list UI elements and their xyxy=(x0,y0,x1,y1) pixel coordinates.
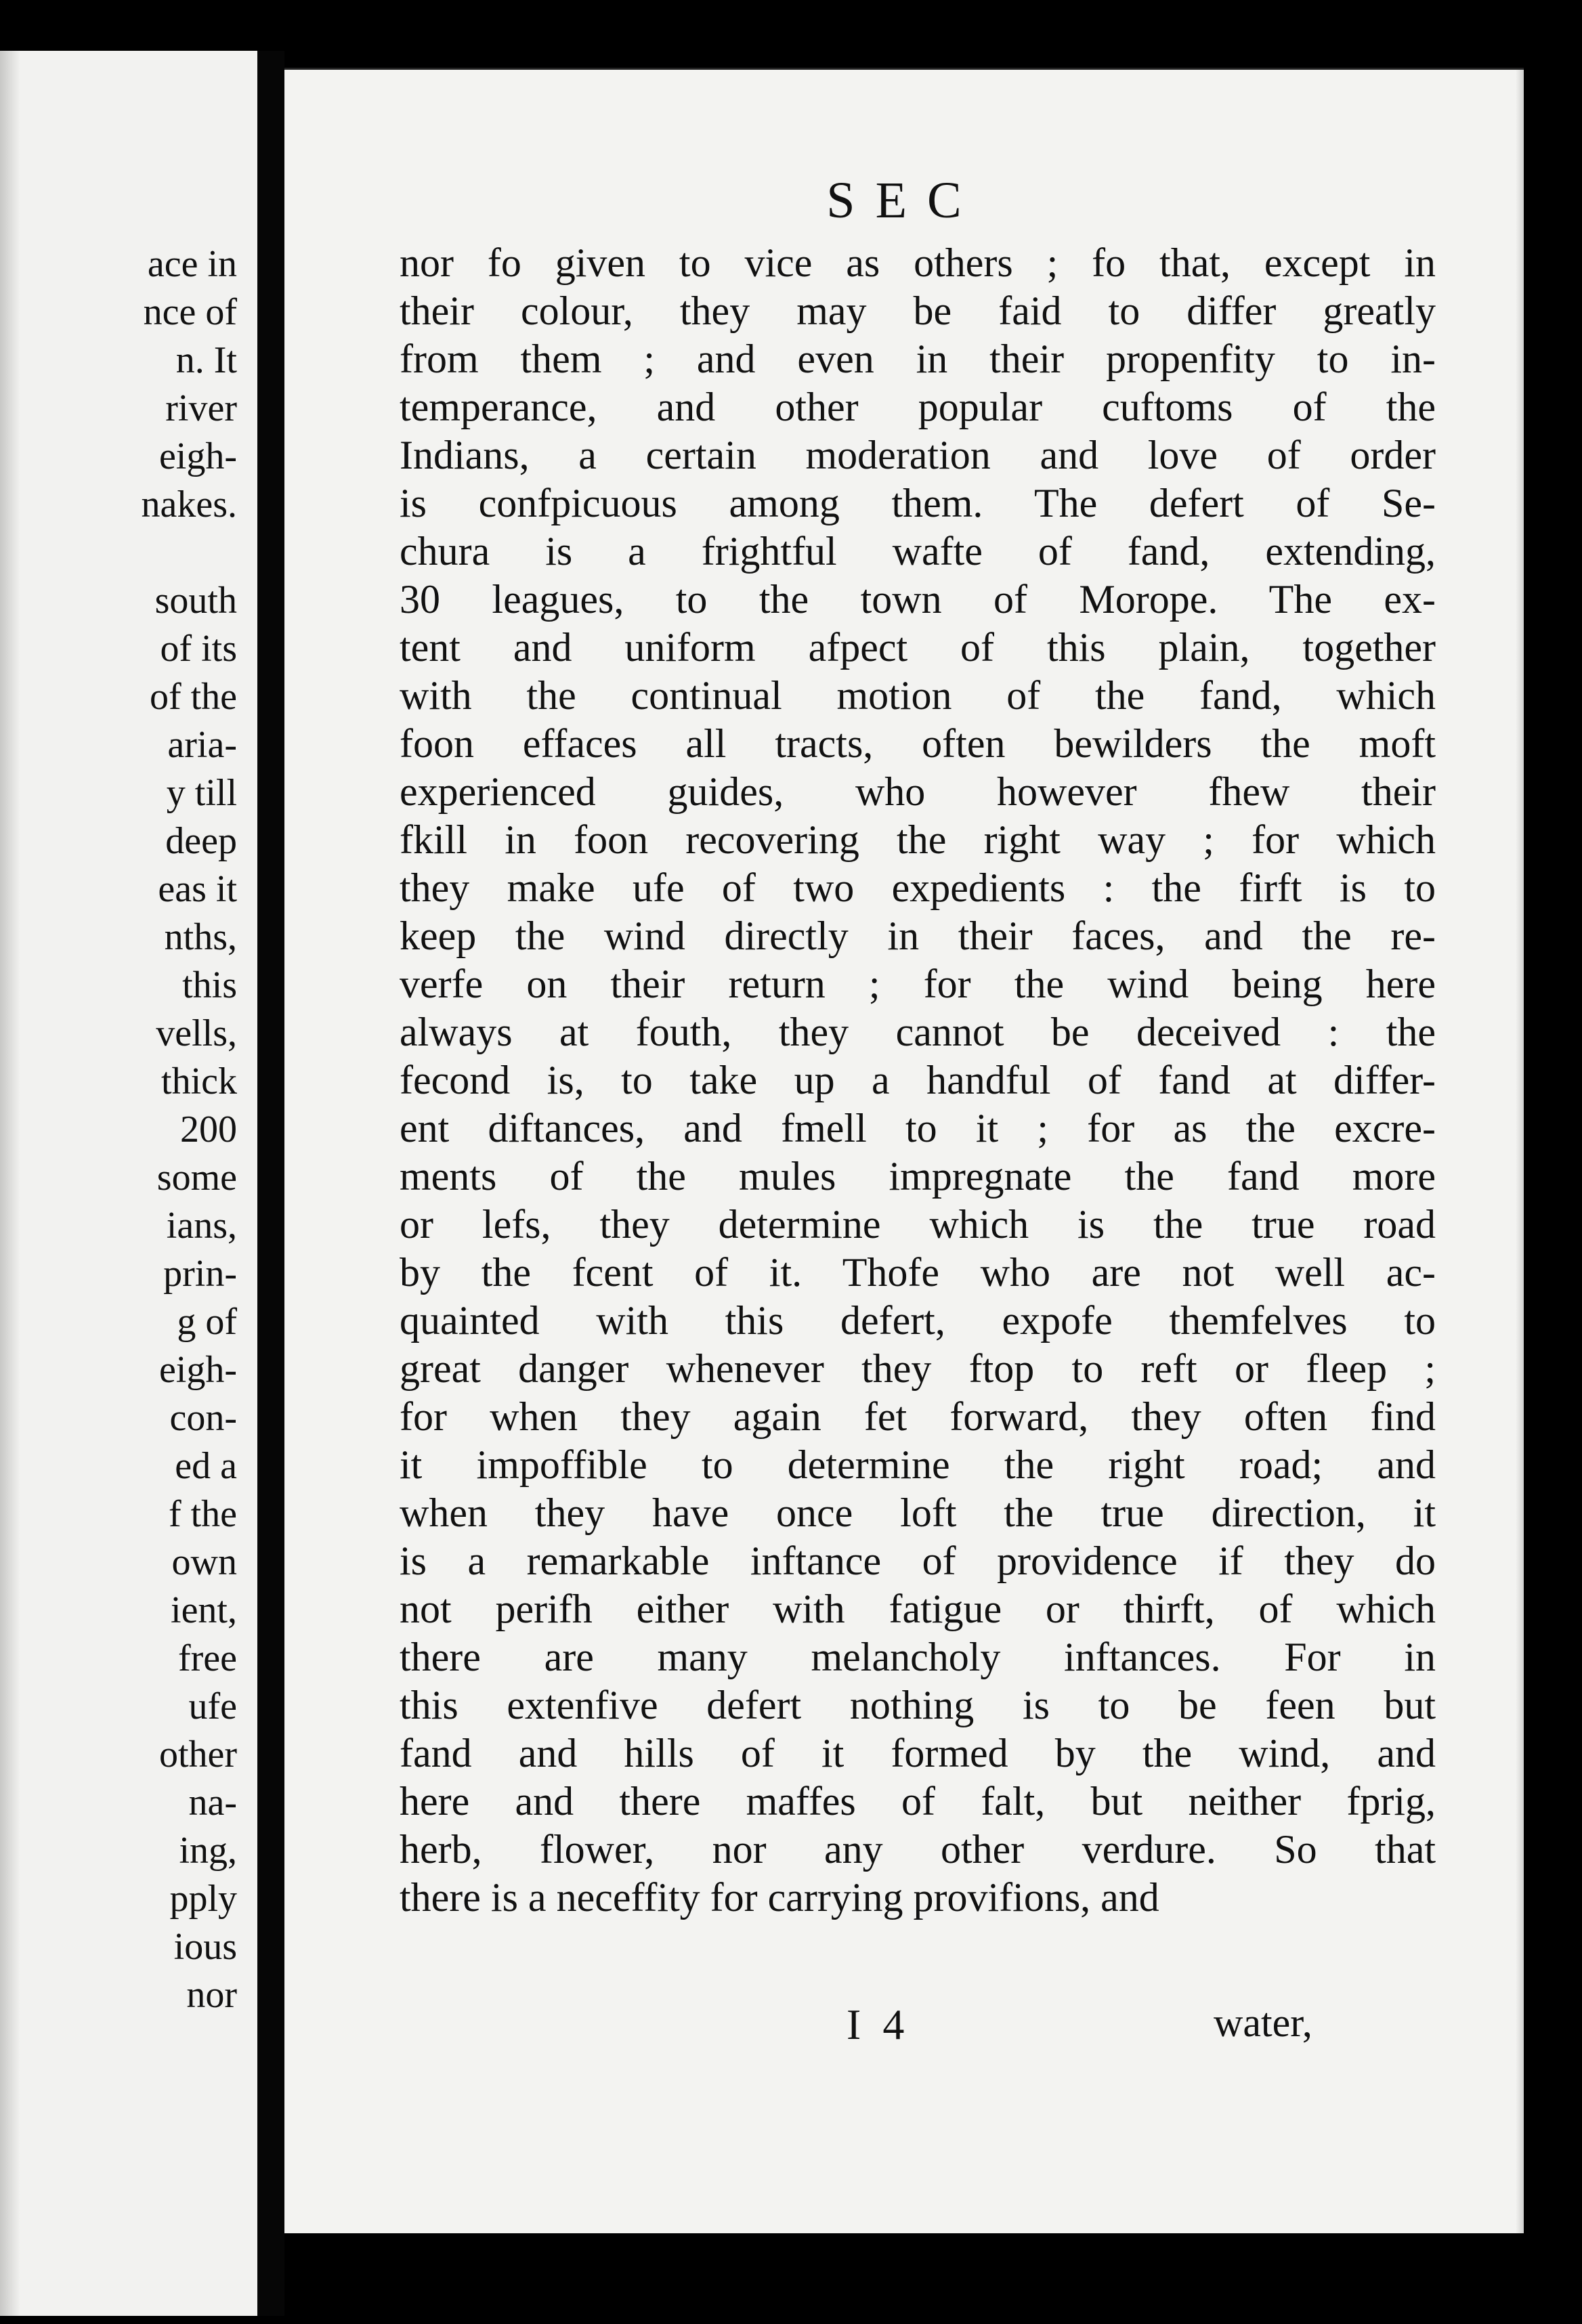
left-text-line: ufe xyxy=(188,1685,237,1727)
text-line: by the fcent of it. Thofe who are not well ac- xyxy=(400,1250,1436,1295)
book-gutter xyxy=(257,51,284,2316)
text-line: or lefs, they determine which is the true road xyxy=(400,1202,1436,1247)
text-line: chura is a frightful wafte of fand, extending, xyxy=(400,529,1436,574)
text-line: ent diftances, and fmell to it ; for as the excre- xyxy=(400,1106,1436,1150)
catchword: water, xyxy=(1214,2000,1312,2045)
running-header: SEC xyxy=(826,172,982,229)
text-line: tent and uniform afpect of this plain, together xyxy=(400,625,1436,670)
text-line: from them ; and even in their propenfity to in- xyxy=(400,337,1436,381)
text-line: they make ufe of two expedients : the firft is to xyxy=(400,865,1436,910)
left-text-line: ians, xyxy=(166,1205,237,1247)
text-line: is a remarkable inftance of providence if they do xyxy=(400,1538,1436,1583)
text-line: their colour, they may be faid to differ greatly xyxy=(400,288,1436,333)
left-text-line: own xyxy=(171,1541,237,1583)
left-text-line: ious xyxy=(173,1926,237,1968)
text-line: ments of the mules impregnate the fand more xyxy=(400,1154,1436,1199)
left-text-line: con- xyxy=(169,1397,237,1439)
left-page-text xyxy=(47,240,237,2019)
text-line: nor fo given to vice as others ; fo that, except in xyxy=(400,240,1436,285)
text-line: foon effaces all tracts, often bewilders the moft xyxy=(400,721,1436,766)
page-edge-shadow xyxy=(1516,70,1524,2233)
text-line: temperance, and other popular cuftoms of the xyxy=(400,385,1436,429)
body-text xyxy=(400,239,1436,1922)
left-text-line: f the xyxy=(168,1493,237,1535)
left-text-line: ace in xyxy=(147,243,237,285)
left-text-line: some xyxy=(156,1157,237,1199)
left-text-line: na- xyxy=(188,1782,237,1824)
text-line: not perifh either with fatigue or thirft, of which xyxy=(400,1587,1436,1631)
left-text-line: ient, xyxy=(171,1589,237,1631)
text-line: this extenfive defert nothing is to be feen but xyxy=(400,1683,1436,1727)
left-text-line: ed a xyxy=(175,1445,237,1487)
left-text-line: of the xyxy=(149,676,237,718)
left-text-line: river xyxy=(165,387,237,429)
left-text-line: vells, xyxy=(156,1012,237,1054)
left-text-line: other xyxy=(158,1734,237,1776)
text-line: herb, flower, nor any other verdure. So that xyxy=(400,1827,1436,1872)
text-line: for when they again fet forward, they often find xyxy=(400,1394,1436,1439)
text-line: there is a neceffity for carrying provifions, and xyxy=(400,1875,1159,1920)
text-line: 30 leagues, to the town of Morope. The ex- xyxy=(400,577,1436,622)
left-text-line: pply xyxy=(169,1878,237,1920)
text-line: with the continual motion of the fand, which xyxy=(400,673,1436,718)
text-line: fand and hills of it formed by the wind, and xyxy=(400,1731,1436,1776)
left-text-line: free xyxy=(177,1637,237,1679)
left-text-line: nakes. xyxy=(141,483,237,525)
left-text-line: nths, xyxy=(164,916,237,958)
left-text-line: deep xyxy=(165,820,237,862)
text-line: always at fouth, they cannot be deceived : the xyxy=(400,1010,1436,1054)
left-text-line: prin- xyxy=(163,1253,237,1295)
text-line: verfe on their return ; for the wind being here xyxy=(400,962,1436,1006)
text-line: when they have once loft the true direction, it xyxy=(400,1490,1436,1535)
text-line: fkill in foon recovering the right way ; for which xyxy=(400,817,1436,862)
left-text-line: 200 xyxy=(180,1109,237,1150)
left-text-line: eigh- xyxy=(158,435,237,477)
text-line: is confpicuous among them. The defert of Se- xyxy=(400,481,1436,525)
text-line: keep the wind directly in their faces, and the re- xyxy=(400,913,1436,958)
left-page-fragment xyxy=(0,51,257,2316)
text-line: Indians, a certain moderation and love of order xyxy=(400,433,1436,477)
text-line: there are many melancholy inftances. For in xyxy=(400,1635,1436,1679)
text-line: experienced guides, who however fhew their xyxy=(400,769,1436,814)
paragraph-gap xyxy=(47,529,237,577)
left-text-line: aria- xyxy=(167,724,237,766)
left-text-line: nce of xyxy=(143,291,237,333)
left-text-line: thick xyxy=(161,1060,237,1102)
left-text-line: eigh- xyxy=(158,1349,237,1391)
text-line: here and there maffes of falt, but neither fprig, xyxy=(400,1779,1436,1824)
left-text-line: n. It xyxy=(175,339,237,381)
left-text-line: eas it xyxy=(158,868,237,910)
left-text-line: nor xyxy=(186,1974,237,2016)
signature-mark: I 4 xyxy=(847,2000,910,2048)
left-text-line: of its xyxy=(160,628,237,670)
left-text-line: ing, xyxy=(179,1830,237,1872)
left-text-line: south xyxy=(154,580,237,622)
left-text-line: this xyxy=(182,964,237,1006)
text-line: it impoffible to determine the right road; and xyxy=(400,1442,1436,1487)
text-line: great danger whenever they ftop to reft or fleep ; xyxy=(400,1346,1436,1391)
left-page-shadow xyxy=(0,51,20,2316)
left-text-line: g of xyxy=(177,1301,237,1343)
right-page xyxy=(284,68,1524,2233)
text-line: quainted with this defert, expofe themfelves to xyxy=(400,1298,1436,1343)
left-text-line: y till xyxy=(166,772,237,814)
text-line: fecond is, to take up a handful of fand at differ- xyxy=(400,1058,1436,1102)
